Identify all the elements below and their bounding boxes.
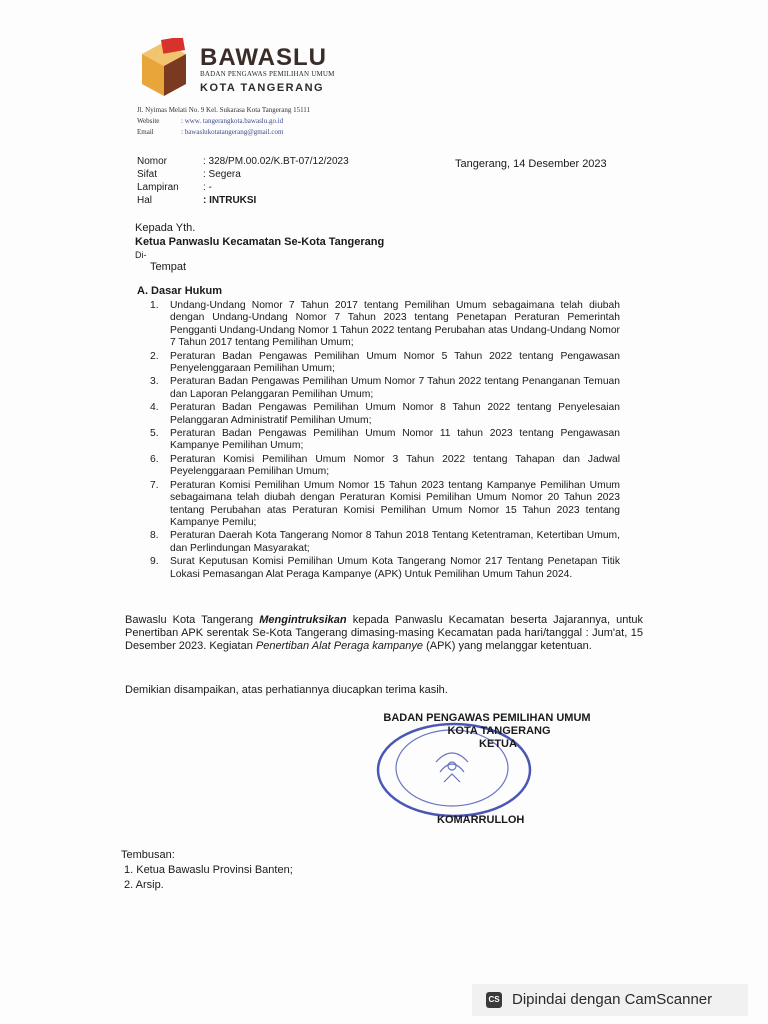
org-name: BAWASLU bbox=[200, 44, 327, 71]
website-line bbox=[137, 117, 283, 125]
legal-basis-text: Peraturan Daerah Kota Tangerang Nomor 8 Tahun 2018 Tentang Ketentraman, Ketertiban Umum, dan Perlindungan Masyarakat; bbox=[170, 530, 620, 554]
section-title: A. Dasar Hukum bbox=[137, 285, 222, 297]
legal-basis-item bbox=[150, 351, 620, 376]
hal-value: : INTRUKSI bbox=[203, 195, 257, 206]
tembusan-title: Tembusan: bbox=[121, 849, 175, 861]
legal-basis-item bbox=[150, 556, 620, 581]
meta-lampiran bbox=[137, 182, 212, 193]
org-city: KOTA TANGERANG bbox=[200, 82, 325, 94]
legal-basis-text: Peraturan Badan Pengawas Pemilihan Umum Nomor 8 Tahun 2022 tentang Penyelesaian Pelanggaran Administratif Pemilihan Umum; bbox=[170, 402, 620, 426]
email-line bbox=[137, 128, 283, 136]
para-text-a: Bawaslu Kota Tangerang bbox=[125, 614, 260, 626]
address-line: Jl. Nyimas Melati No. 9 Kel. Sukarasa Kota Tangerang 15111 bbox=[137, 106, 311, 114]
legal-basis-item bbox=[150, 428, 620, 453]
meta-hal bbox=[137, 195, 256, 206]
legal-basis-text: Peraturan Badan Pengawas Pemilihan Umum Nomor 5 Tahun 2022 tentang Pengawasan Penyelenggaraan Pemilihan Umum; bbox=[170, 350, 620, 375]
legal-basis-number: 8. bbox=[150, 530, 159, 542]
org-subtitle: BADAN PENGAWAS PEMILIHAN UMUM bbox=[200, 70, 335, 78]
legal-basis-item bbox=[150, 530, 620, 555]
meta-sifat bbox=[137, 169, 241, 180]
letter-date: Tangerang, 14 Desember 2023 bbox=[455, 158, 607, 170]
legal-basis-list bbox=[150, 300, 620, 582]
para-text-c: kepada Panwaslu Kecamatan beserta Jajarannya, untuk Penertiban APK serentak Se-Kota Tangerang dimasing-masing Kecamatan pada hari/tanggal : Jum'at, 15 Desember 2023. Kegiatan bbox=[125, 614, 643, 652]
legal-basis-number: 1. bbox=[150, 300, 159, 311]
tembusan-item: 2. Arsip. bbox=[124, 879, 164, 891]
legal-basis-text: Peraturan Badan Pengawas Pemilihan Umum Nomor 7 Tahun 2022 tentang Penanganan Temuan dan Laporan Pelanggaran Pemilihan Umum; bbox=[170, 376, 620, 400]
sig-role: KETUA bbox=[479, 738, 517, 750]
signatory-name: KOMARRULLOH bbox=[437, 814, 525, 826]
email-label: Email bbox=[137, 128, 154, 136]
legal-basis-text: Surat Keputusan Komisi Pemilihan Umum Kota Tangerang Nomor 217 Tentang Penetapan Titik Lokasi Pemasangan Alat Peraga Kampanye (APK) Untuk Pemilihan Umum Tahun 2024. bbox=[170, 556, 620, 580]
hal-label: Hal bbox=[137, 195, 153, 206]
sifat-value: : Segera bbox=[203, 169, 241, 180]
recipient-place: Tempat bbox=[150, 261, 187, 273]
legal-basis-number: 3. bbox=[150, 376, 159, 388]
signature-org bbox=[370, 712, 604, 751]
website-label: Website bbox=[137, 117, 160, 125]
legal-basis-number: 5. bbox=[150, 428, 159, 440]
bawaslu-logo-icon bbox=[136, 38, 192, 100]
sig-org-line2: KOTA TANGERANG bbox=[447, 725, 551, 737]
camscanner-icon: CS bbox=[486, 992, 502, 1008]
meta-nomor bbox=[137, 156, 349, 167]
legal-basis-number: 9. bbox=[150, 556, 159, 568]
legal-basis-number: 6. bbox=[150, 453, 159, 465]
legal-basis-number: 7. bbox=[150, 479, 159, 491]
legal-basis-item bbox=[150, 300, 620, 350]
legal-basis-text: Peraturan Komisi Pemilihan Umum Nomor 15 Tahun 2023 tentang Kampanye Pemilihan Umum sebagaimana telah diubah dengan Peraturan Komisi Pemilihan Umum Nomor 20 Tahun 2023 tentang Perubahan atas Peraturan Komisi Pemilihan Umum Nomor 15 Tahun 2023 tentang Kampanye Pemilu; bbox=[170, 479, 620, 528]
legal-basis-number: 4. bbox=[150, 402, 159, 414]
sig-org-line1: BADAN PENGAWAS PEMILIHAN UMUM bbox=[383, 712, 591, 724]
website-value: : www. tangerangkota.bawaslu.go.id bbox=[181, 117, 284, 125]
legal-basis-item bbox=[150, 480, 620, 530]
para-italic: Penertiban Alat Peraga kampanye bbox=[255, 640, 424, 652]
legal-basis-text: Peraturan Komisi Pemilihan Umum Nomor 3 Tahun 2022 tentang Tahapan dan Jadwal Peyelenggaraan Pemilihan Umum; bbox=[170, 453, 620, 478]
recipient-di: Di- bbox=[135, 250, 147, 260]
legal-basis-text: Undang-Undang Nomor 7 Tahun 2017 tentang Pemilihan Umum sebagaimana telah diubah dengan Undang-Undang Nomor 7 Tahun 2023 tentang Penetapan Peraturan Pemerintah Pengganti Undang-Undang Nomor 1 Tahun 2022 tentang Perubahan atas Undang-Undang Nomor 7 Tahun 2017 tentang Pemilihan Umum; bbox=[170, 300, 620, 349]
camscanner-text: Dipindai dengan CamScanner bbox=[512, 991, 713, 1008]
lampiran-value: : - bbox=[203, 182, 212, 193]
tembusan-block bbox=[121, 848, 293, 893]
nomor-label: Nomor bbox=[137, 156, 168, 167]
legal-basis-text: Peraturan Badan Pengawas Pemilihan Umum Nomor 11 tahun 2023 tentang Pengawasan Kampanye Pemilihan Umum; bbox=[170, 428, 620, 452]
closing-paragraph: Demikian disampaikan, atas perhatiannya diucapkan terima kasih. bbox=[125, 684, 448, 696]
para-emphasis: Mengintruksikan bbox=[259, 614, 347, 626]
nomor-value: : 328/PM.00.02/K.BT-07/12/2023 bbox=[203, 156, 349, 167]
legal-basis-number: 2. bbox=[150, 350, 159, 362]
camscanner-badge bbox=[472, 984, 748, 1016]
tembusan-item: 1. Ketua Bawaslu Provinsi Banten; bbox=[124, 864, 293, 876]
legal-basis-item bbox=[150, 402, 620, 427]
para-text-e: (APK) yang melanggar ketentuan. bbox=[423, 640, 592, 652]
legal-basis-item bbox=[150, 454, 620, 479]
recipient-salutation: Kepada Yth. bbox=[135, 222, 196, 234]
lampiran-label: Lampiran bbox=[137, 182, 179, 193]
sifat-label: Sifat bbox=[137, 169, 158, 180]
email-value: : bawaslukotatangerang@gmail.com bbox=[181, 128, 284, 136]
legal-basis-item bbox=[150, 376, 620, 401]
instruction-paragraph bbox=[125, 614, 643, 653]
recipient-name: Ketua Panwaslu Kecamatan Se-Kota Tangerang bbox=[135, 236, 385, 248]
